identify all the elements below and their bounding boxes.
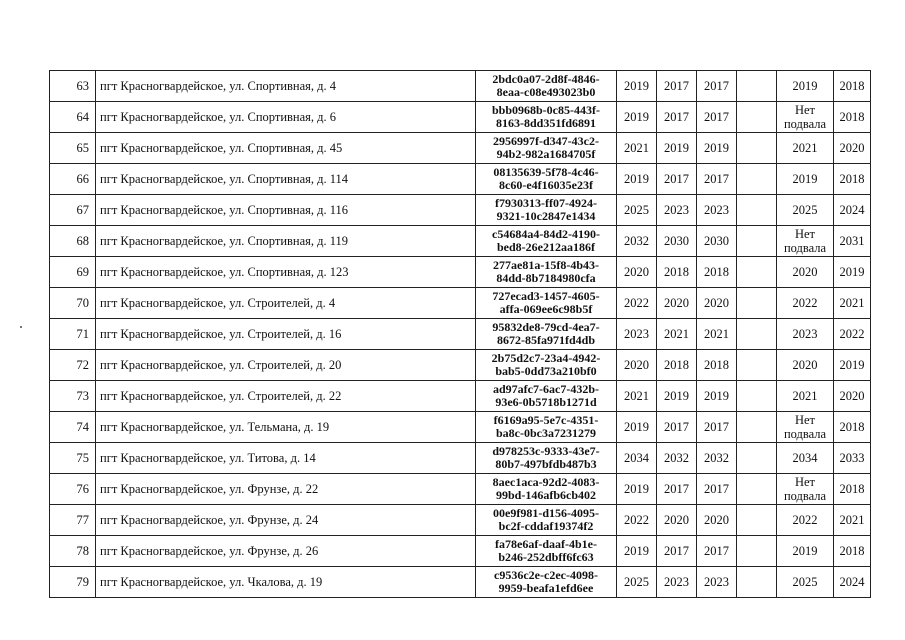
table-row: [50, 226, 871, 257]
basement-line: 2025: [792, 203, 818, 217]
year-cell-2: 2017: [657, 102, 697, 133]
year-cell-2: 2017: [657, 164, 697, 195]
year-cell-last: 2024: [834, 567, 871, 598]
empty-cell: [737, 567, 777, 598]
guid-cell: [476, 443, 617, 474]
basement-cell: [777, 195, 834, 226]
year-cell-last: 2020: [834, 381, 871, 412]
year-cell-1: 2021: [617, 381, 657, 412]
guid-cell: [476, 319, 617, 350]
year-cell-1: 2034: [617, 443, 657, 474]
empty-cell: [737, 164, 777, 195]
year-cell-1: 2020: [617, 257, 657, 288]
year-cell-2: 2018: [657, 257, 697, 288]
guid-line: c54684a4-84d2-4190-: [492, 227, 600, 241]
year-cell-2: 2021: [657, 319, 697, 350]
table-row: [50, 412, 871, 443]
year-cell-2: 2023: [657, 195, 697, 226]
year-cell-1: 2022: [617, 288, 657, 319]
guid-line: bc2f-cddaf19374f2: [498, 519, 594, 533]
year-cell-last: 2019: [834, 350, 871, 381]
address-cell: пгт Красногвардейское, ул. Спортивная, д. 119: [96, 226, 476, 257]
year-cell-3: 2017: [697, 102, 737, 133]
empty-cell: [737, 226, 777, 257]
row-number: 66: [50, 164, 96, 195]
scan-speck: [20, 326, 22, 328]
address-cell: пгт Красногвардейское, ул. Спортивная, д. 123: [96, 257, 476, 288]
basement-line: 2023: [792, 327, 818, 341]
row-number: 65: [50, 133, 96, 164]
address-cell: пгт Красногвардейское, ул. Тельмана, д. 19: [96, 412, 476, 443]
row-number: 64: [50, 102, 96, 133]
row-number: 78: [50, 536, 96, 567]
row-number: 75: [50, 443, 96, 474]
row-number: 67: [50, 195, 96, 226]
year-cell-1: 2020: [617, 350, 657, 381]
year-cell-last: 2024: [834, 195, 871, 226]
table-row: [50, 195, 871, 226]
row-number: 76: [50, 474, 96, 505]
year-cell-1: 2021: [617, 133, 657, 164]
guid-cell: [476, 164, 617, 195]
empty-cell: [737, 195, 777, 226]
basement-cell: [777, 164, 834, 195]
basement-line: подвала: [783, 117, 827, 131]
year-cell-2: 2018: [657, 350, 697, 381]
address-cell: пгт Красногвардейское, ул. Спортивная, д. 4: [96, 71, 476, 102]
year-cell-1: 2023: [617, 319, 657, 350]
year-cell-last: 2022: [834, 319, 871, 350]
year-cell-2: 2017: [657, 71, 697, 102]
year-cell-1: 2019: [617, 412, 657, 443]
basement-cell: [777, 319, 834, 350]
year-cell-3: 2017: [697, 71, 737, 102]
year-cell-last: 2033: [834, 443, 871, 474]
basement-cell: [777, 350, 834, 381]
table-row: [50, 505, 871, 536]
guid-cell: [476, 536, 617, 567]
year-cell-1: 2019: [617, 536, 657, 567]
year-cell-3: 2023: [697, 195, 737, 226]
guid-line: bab5-0dd73a210bf0: [495, 364, 597, 378]
guid-line: 9959-beafa1efd6ee: [498, 581, 594, 595]
basement-line: Нет: [794, 475, 816, 489]
guid-line: 08135639-5f78-4c46-: [493, 165, 599, 179]
guid-line: 727ecad3-1457-4605-: [492, 289, 600, 303]
guid-cell: [476, 350, 617, 381]
guid-line: 8eaa-c08e493023b0: [496, 85, 596, 99]
guid-line: 94b2-982a1684705f: [496, 147, 596, 161]
address-cell: пгт Красногвардейское, ул. Строителей, д. 20: [96, 350, 476, 381]
table-row: [50, 474, 871, 505]
basement-cell: [777, 412, 834, 443]
guid-line: 9321-10c2847e1434: [496, 209, 596, 223]
row-number: 69: [50, 257, 96, 288]
empty-cell: [737, 505, 777, 536]
basement-line: 2022: [792, 513, 818, 527]
year-cell-1: 2025: [617, 195, 657, 226]
basement-line: Нет: [794, 413, 816, 427]
year-cell-3: 2020: [697, 288, 737, 319]
basement-line: подвала: [783, 241, 827, 255]
guid-line: ad97afc7-6ac7-432b-: [493, 382, 599, 396]
year-cell-last: 2018: [834, 71, 871, 102]
table-row: [50, 164, 871, 195]
year-cell-3: 2019: [697, 133, 737, 164]
basement-line: 2021: [792, 141, 818, 155]
basement-line: подвала: [783, 489, 827, 503]
year-cell-3: 2023: [697, 567, 737, 598]
guid-line: b246-252dbff6fc63: [498, 550, 594, 564]
year-cell-2: 2032: [657, 443, 697, 474]
guid-cell: [476, 567, 617, 598]
address-cell: пгт Красногвардейское, ул. Чкалова, д. 19: [96, 567, 476, 598]
housing-table: [49, 70, 871, 598]
year-cell-last: 2019: [834, 257, 871, 288]
year-cell-3: 2018: [697, 350, 737, 381]
guid-cell: [476, 133, 617, 164]
guid-cell: [476, 412, 617, 443]
guid-cell: [476, 257, 617, 288]
housing-table-body: [50, 71, 871, 598]
address-cell: пгт Красногвардейское, ул. Фрунзе, д. 22: [96, 474, 476, 505]
row-number: 71: [50, 319, 96, 350]
table-row: [50, 350, 871, 381]
year-cell-3: 2017: [697, 536, 737, 567]
year-cell-1: 2025: [617, 567, 657, 598]
guid-line: ba8c-0bc3a7231279: [496, 426, 596, 440]
basement-line: 2019: [792, 544, 818, 558]
guid-line: 99bd-146afb6cb402: [495, 488, 596, 502]
basement-cell: [777, 443, 834, 474]
row-number: 73: [50, 381, 96, 412]
basement-line: 2019: [792, 172, 818, 186]
year-cell-1: 2022: [617, 505, 657, 536]
guid-line: 2b75d2c7-23a4-4942-: [491, 351, 601, 365]
table-row: [50, 567, 871, 598]
empty-cell: [737, 257, 777, 288]
address-cell: пгт Красногвардейское, ул. Титова, д. 14: [96, 443, 476, 474]
guid-line: 00e9f981-d156-4095-: [493, 506, 599, 520]
empty-cell: [737, 71, 777, 102]
guid-cell: [476, 226, 617, 257]
basement-cell: [777, 257, 834, 288]
empty-cell: [737, 412, 777, 443]
year-cell-1: 2019: [617, 474, 657, 505]
table-row: [50, 443, 871, 474]
year-cell-3: 2020: [697, 505, 737, 536]
basement-cell: [777, 226, 834, 257]
basement-cell: [777, 474, 834, 505]
year-cell-1: 2019: [617, 102, 657, 133]
table-row: [50, 381, 871, 412]
year-cell-3: 2019: [697, 381, 737, 412]
year-cell-last: 2031: [834, 226, 871, 257]
guid-line: c9536c2e-c2ec-4098-: [494, 568, 598, 582]
year-cell-last: 2018: [834, 102, 871, 133]
row-number: 74: [50, 412, 96, 443]
basement-line: 2020: [792, 265, 818, 279]
guid-line: bed8-26e212aa186f: [497, 240, 595, 254]
address-cell: пгт Красногвардейское, ул. Спортивная, д. 116: [96, 195, 476, 226]
address-cell: пгт Красногвардейское, ул. Фрунзе, д. 24: [96, 505, 476, 536]
guid-line: 277ae81a-15f8-4b43-: [493, 258, 599, 272]
guid-line: 8163-8dd351fd6891: [495, 116, 596, 130]
year-cell-3: 2017: [697, 164, 737, 195]
guid-cell: [476, 71, 617, 102]
year-cell-3: 2017: [697, 412, 737, 443]
guid-line: 2bdc0a07-2d8f-4846-: [492, 72, 600, 86]
guid-line: d978253c-9333-43e7-: [492, 444, 600, 458]
year-cell-1: 2019: [617, 164, 657, 195]
year-cell-last: 2021: [834, 288, 871, 319]
basement-line: Нет: [794, 227, 816, 241]
basement-cell: [777, 567, 834, 598]
guid-line: 80b7-497bfdb487b3: [495, 457, 597, 471]
basement-line: 2034: [792, 451, 818, 465]
empty-cell: [737, 350, 777, 381]
guid-line: fa78e6af-daaf-4b1e-: [495, 537, 597, 551]
guid-line: 8aec1aca-92d2-4083-: [492, 475, 600, 489]
year-cell-last: 2018: [834, 412, 871, 443]
year-cell-2: 2023: [657, 567, 697, 598]
address-cell: пгт Красногвардейское, ул. Спортивная, д. 114: [96, 164, 476, 195]
guid-line: 8c60-e4f16035e23f: [499, 178, 593, 192]
row-number: 68: [50, 226, 96, 257]
basement-cell: [777, 381, 834, 412]
table-row: [50, 319, 871, 350]
row-number: 72: [50, 350, 96, 381]
row-number: 63: [50, 71, 96, 102]
basement-cell: [777, 133, 834, 164]
year-cell-last: 2020: [834, 133, 871, 164]
guid-line: affa-069ee6c98b5f: [499, 302, 593, 316]
year-cell-3: 2030: [697, 226, 737, 257]
basement-line: 2020: [792, 358, 818, 372]
guid-cell: [476, 102, 617, 133]
year-cell-3: 2018: [697, 257, 737, 288]
year-cell-2: 2017: [657, 474, 697, 505]
guid-line: 95832de8-79cd-4ea7-: [492, 320, 600, 334]
row-number: 70: [50, 288, 96, 319]
year-cell-1: 2019: [617, 71, 657, 102]
year-cell-2: 2020: [657, 288, 697, 319]
guid-line: 8672-85fa971fd4db: [496, 333, 595, 347]
basement-line: 2025: [792, 575, 818, 589]
guid-line: f6169a95-5e7c-4351-: [493, 413, 599, 427]
empty-cell: [737, 288, 777, 319]
row-number: 77: [50, 505, 96, 536]
guid-cell: [476, 288, 617, 319]
guid-line: 2956997f-d347-43c2-: [493, 134, 599, 148]
address-cell: пгт Красногвардейское, ул. Строителей, д. 4: [96, 288, 476, 319]
table-row: [50, 133, 871, 164]
year-cell-2: 2030: [657, 226, 697, 257]
guid-cell: [476, 505, 617, 536]
address-cell: пгт Красногвардейское, ул. Спортивная, д. 45: [96, 133, 476, 164]
row-number: 79: [50, 567, 96, 598]
basement-line: 2022: [792, 296, 818, 310]
table-row: [50, 536, 871, 567]
empty-cell: [737, 474, 777, 505]
basement-cell: [777, 71, 834, 102]
year-cell-2: 2019: [657, 133, 697, 164]
table-row: [50, 288, 871, 319]
guid-cell: [476, 381, 617, 412]
empty-cell: [737, 102, 777, 133]
address-cell: пгт Красногвардейское, ул. Спортивная, д. 6: [96, 102, 476, 133]
guid-line: 93e6-0b5718b1271d: [495, 395, 597, 409]
guid-cell: [476, 474, 617, 505]
guid-cell: [476, 195, 617, 226]
basement-cell: [777, 536, 834, 567]
basement-line: подвала: [783, 427, 827, 441]
address-cell: пгт Красногвардейское, ул. Фрунзе, д. 26: [96, 536, 476, 567]
table-row: [50, 257, 871, 288]
table-row: [50, 102, 871, 133]
year-cell-3: 2017: [697, 474, 737, 505]
basement-line: 2019: [792, 79, 818, 93]
year-cell-2: 2017: [657, 536, 697, 567]
empty-cell: [737, 536, 777, 567]
basement-cell: [777, 288, 834, 319]
basement-line: Нет: [794, 103, 816, 117]
empty-cell: [737, 319, 777, 350]
guid-line: f7930313-ff07-4924-: [495, 196, 597, 210]
address-cell: пгт Красногвардейское, ул. Строителей, д. 16: [96, 319, 476, 350]
basement-cell: [777, 505, 834, 536]
year-cell-last: 2021: [834, 505, 871, 536]
year-cell-last: 2018: [834, 164, 871, 195]
year-cell-1: 2032: [617, 226, 657, 257]
year-cell-last: 2018: [834, 536, 871, 567]
guid-line: 84dd-8b7184980cfa: [496, 271, 596, 285]
table-row: [50, 71, 871, 102]
empty-cell: [737, 133, 777, 164]
year-cell-2: 2020: [657, 505, 697, 536]
guid-line: bbb0968b-0c85-443f-: [491, 103, 600, 117]
empty-cell: [737, 381, 777, 412]
year-cell-last: 2018: [834, 474, 871, 505]
year-cell-3: 2032: [697, 443, 737, 474]
address-cell: пгт Красногвардейское, ул. Строителей, д. 22: [96, 381, 476, 412]
empty-cell: [737, 443, 777, 474]
year-cell-2: 2019: [657, 381, 697, 412]
year-cell-2: 2017: [657, 412, 697, 443]
basement-line: 2021: [792, 389, 818, 403]
year-cell-3: 2021: [697, 319, 737, 350]
basement-cell: [777, 102, 834, 133]
